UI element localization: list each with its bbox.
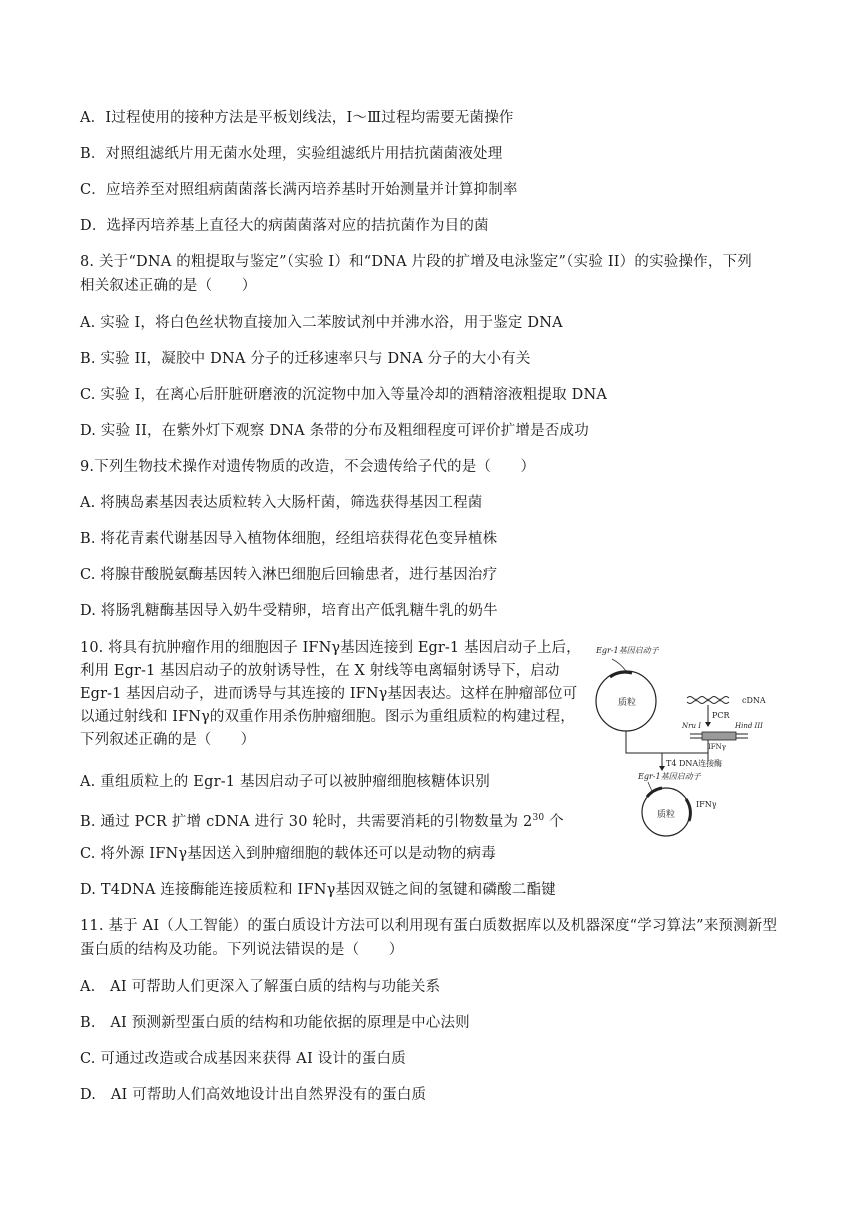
q11-stem-line2: 蛋白质的结构及功能。下列说法错误的是（ ） xyxy=(80,942,404,958)
q8-option-a: A. 实验 I，将白色丝状物直接加入二苯胺试剂中并沸水浴，用于鉴定 DNA xyxy=(80,315,563,331)
q8-stem-line2: 相关叙述正确的是（ ） xyxy=(80,278,257,294)
promoter-segment-top xyxy=(610,672,632,677)
q7-option-c: C．应培养至对照组病菌菌落长满丙培养基时开始测量并计算抑制率 xyxy=(80,182,518,198)
promoter-pointer-bottom xyxy=(648,782,652,791)
promoter-pointer-top xyxy=(612,659,626,671)
q10-stem-line3: Egr-1 基因启动子，进而诱导与其连接的 IFNγ基因表达。这样在肿瘤部位可 xyxy=(80,686,578,702)
q10-option-d: D. T4DNA 连接酶能连接质粒和 IFNγ基因双链之间的氢键和磷酸二酯键 xyxy=(80,882,556,898)
ifn-label-bottom: IFNγ xyxy=(696,800,717,809)
q10-option-b xyxy=(80,808,564,832)
q9-option-c: C. 将腺苷酸脱氨酶基因转入淋巴细胞后回输患者，进行基因治疗 xyxy=(80,567,498,583)
q7-option-d: D．选择丙培养基上直径大的病菌菌落对应的拮抗菌作为目的菌 xyxy=(80,218,489,234)
q8-option-b: B. 实验 II，凝胶中 DNA 分子的迁移速率只与 DNA 分子的大小有关 xyxy=(80,351,531,367)
q11-option-c: C. 可通过改造或合成基因来获得 AI 设计的蛋白质 xyxy=(80,1051,406,1067)
promoter-label-top: Egr-1基因启动子 xyxy=(596,646,659,655)
q10-stem xyxy=(80,637,585,752)
q8-stem-line1: 8. 关于“DNA 的粗提取与鉴定”（实验 I）和“DNA 片段的扩增及电泳鉴定”（实验 II）的实验操作，下列 xyxy=(80,254,752,270)
q8-option-d: D. 实验 II，在紫外灯下观察 DNA 条带的分布及粗细程度可评价扩增是否成功 xyxy=(80,423,589,439)
q10-stem-line4: 以通过射线和 IFNγ的双重作用杀伤肿瘤细胞。图示为重组质粒的构建过程， xyxy=(80,709,575,725)
ifn-segment-bottom xyxy=(686,799,690,821)
recombinant-plasmid-label: 质粒 xyxy=(657,810,676,820)
q8-option-c: C. 实验 I，在离心后肝脏研磨液的沉淀物中加入等量冷却的酒精溶液粗提取 DNA xyxy=(80,387,608,403)
cdna-wave-2 xyxy=(687,701,729,704)
q7-option-a: A．Ⅰ过程使用的接种方法是平板划线法，Ⅰ～Ⅲ过程均需要无菌操作 xyxy=(80,110,514,126)
q9-option-b: B. 将花青素代谢基因导入植物体细胞，经组培获得花色变异植株 xyxy=(80,531,498,547)
q10-option-b-unit: 个 xyxy=(544,814,564,830)
plasmid-label: 质粒 xyxy=(618,698,637,708)
hind-label: Hind III xyxy=(735,722,763,730)
cdna-wave-1 xyxy=(687,697,729,700)
q9-option-d: D. 将肠乳糖酶基因导入奶牛受精卵，培育出产低乳糖牛乳的奶牛 xyxy=(80,603,498,619)
q10-stem-line2: 利用 Egr-1 基因启动子的放射诱导性，在 X 射线等电离辐射诱导下，启动 xyxy=(80,663,560,679)
recombinant-plasmid-diagram xyxy=(590,645,790,850)
ifn-gene-block xyxy=(702,732,736,740)
q9-option-a: A. 将胰岛素基因表达质粒转入大肠杆菌，筛选获得基因工程菌 xyxy=(80,495,483,511)
q10-option-b-exponent: 30 xyxy=(532,813,545,823)
ligase-arrowhead xyxy=(659,766,665,771)
q11-option-b: B. AI 预测新型蛋白质的结构和功能依据的原理是中心法则 xyxy=(80,1015,470,1031)
promoter-label-bottom: Egr-1基因启动子 xyxy=(638,772,701,781)
q9-stem: 9.下列生物技术操作对遗传物质的改造，不会遗传给子代的是（ ） xyxy=(80,459,536,475)
q10-stem-line1: 10. 将具有抗肿瘤作用的细胞因子 IFNγ基因连接到 Egr-1 基因启动子上后， xyxy=(80,640,581,656)
pcr-arrowhead xyxy=(705,722,711,727)
q10-option-c: C. 将外源 IFNγ基因送入到肿瘤细胞的载体还可以是动物的病毒 xyxy=(80,846,496,862)
pcr-label: PCR xyxy=(712,711,730,720)
q10-option-a: A. 重组质粒上的 Egr-1 基因启动子可以被肿瘤细胞核糖体识别 xyxy=(80,774,490,790)
q11-option-d: D. AI 可帮助人们高效地设计出自然界没有的蛋白质 xyxy=(80,1087,427,1103)
q11-stem-line1: 11. 基于 AI（人工智能）的蛋白质设计方法可以利用现有蛋白质数据库以及机器深度“学习算法”来预测新型 xyxy=(80,918,778,934)
q10-stem-line5: 下列叙述正确的是（ ） xyxy=(80,732,256,748)
ligase-label: T4 DNA连接酶 xyxy=(666,759,723,768)
q7-option-b: B．对照组滤纸片用无菌水处理，实验组滤纸片用拮抗菌菌液处理 xyxy=(80,146,503,162)
q10-option-b-text: B. 通过 PCR 扩增 cDNA 进行 30 轮时，共需要消耗的引物数量为 2 xyxy=(80,814,533,830)
promoter-segment-bottom xyxy=(647,788,662,797)
cdna-label: cDNA xyxy=(742,696,766,705)
q11-option-a: A. AI 可帮助人们更深入了解蛋白质的结构与功能关系 xyxy=(80,979,441,995)
ifn-label: IFNγ xyxy=(708,743,726,751)
nru-label: Nru I xyxy=(682,722,701,730)
